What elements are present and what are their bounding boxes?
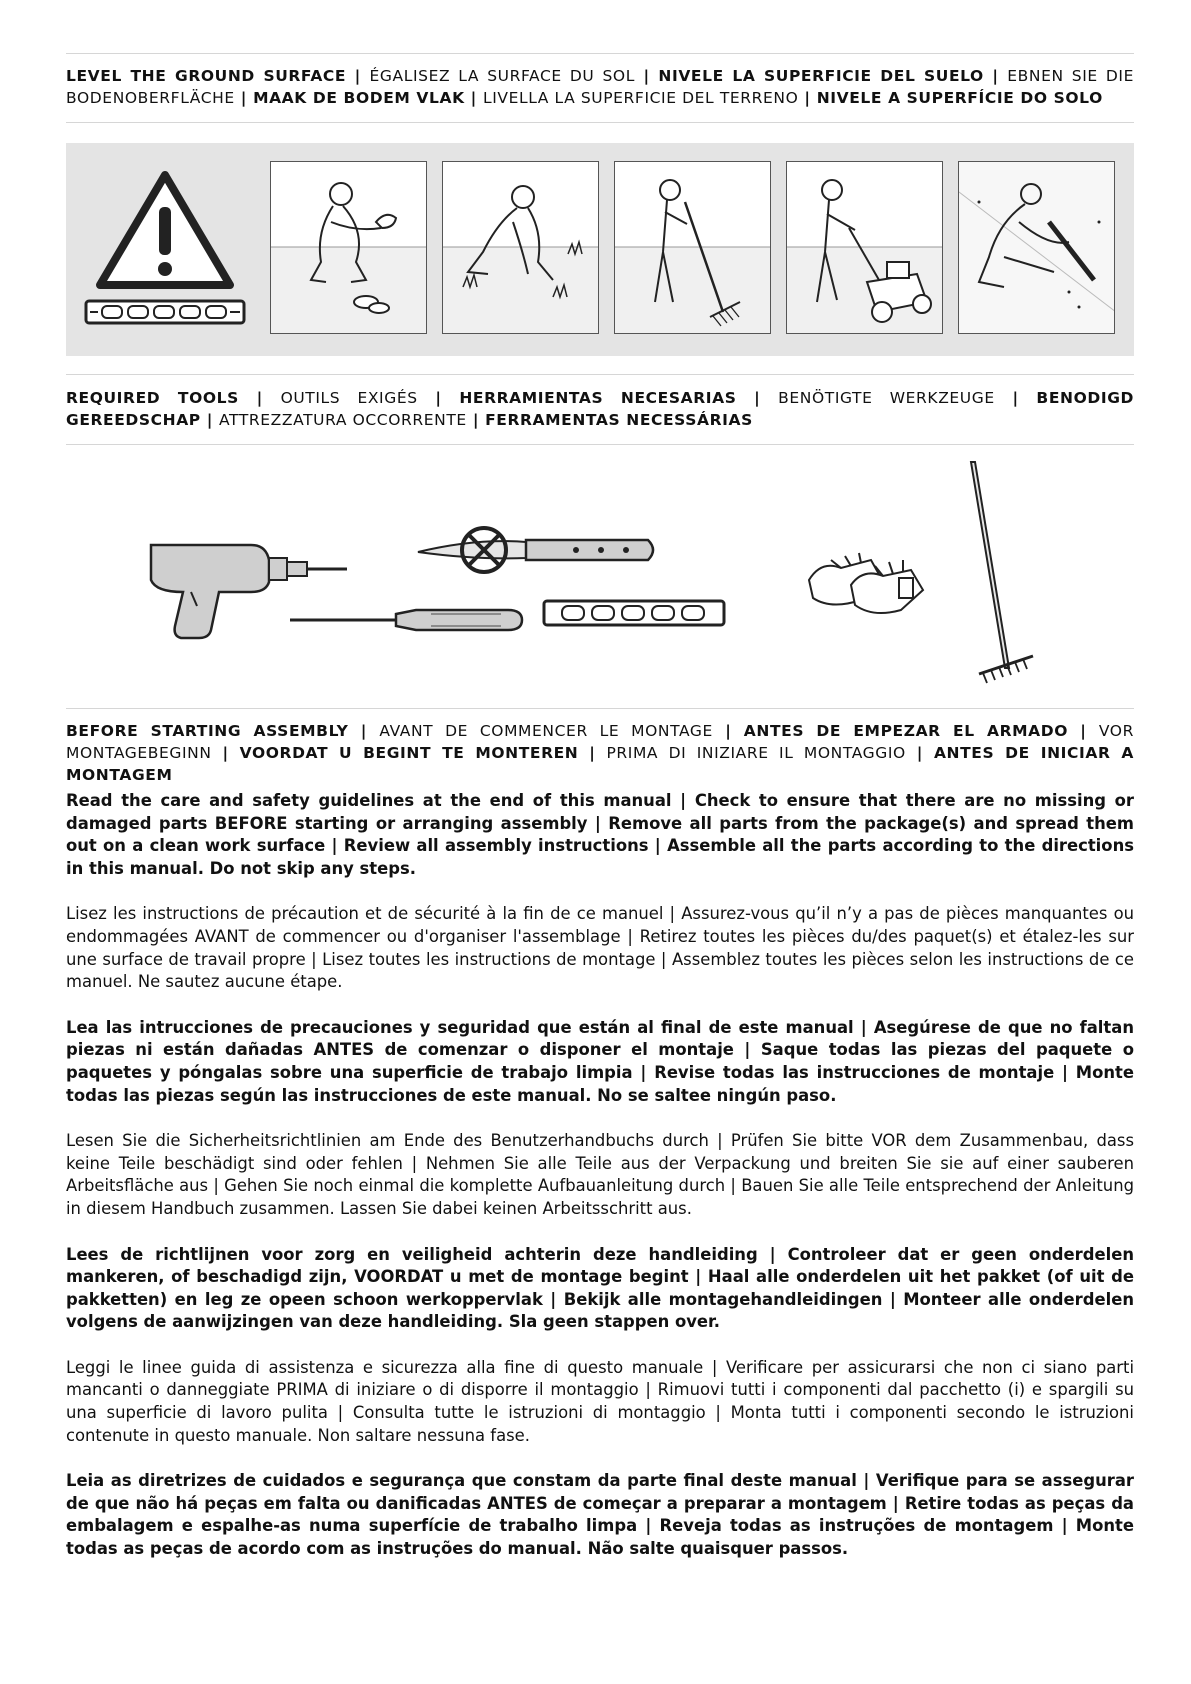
heading-part: | — [238, 389, 281, 407]
pulling-weeds-illustration — [442, 161, 599, 334]
required-tools-illustrations — [66, 460, 1134, 700]
gloves-icon — [801, 550, 931, 620]
digging-icon — [959, 162, 1115, 334]
heading-part: NIVELE LA SUPERFICIE DEL SUELO — [658, 67, 984, 85]
divider — [66, 444, 1134, 445]
heading-part: LIVELLA LA SUPERFICIE DEL TERRENO — [482, 89, 799, 107]
heading-part: | — [211, 744, 240, 762]
divider — [66, 53, 1134, 54]
heading-part: HERRAMIENTAS NECESARIAS — [459, 389, 737, 407]
heading-part: BENODIGD GEREEDSCHAP — [66, 389, 1134, 429]
heading-part: NIVELE A SUPERFÍCIE DO SOLO — [816, 89, 1103, 107]
heading-part: ANTES DE INICIAR A MONTAGEM — [66, 744, 1135, 784]
heading-part: LEVEL THE GROUND SURFACE — [66, 67, 347, 85]
heading-part: EBNEN SIE DIE BODENOBERFLÄCHE — [66, 67, 1134, 107]
paragraph-fr: Lisez les instructions de précaution et de sécurité à la fin de ce manuel | Assurez-vous qu’il n’y a pas de pièces manquantes ou endommagées AVANT de commencer ou d'organiser l'assemblage | Retirez toutes les pièces du/des paquet(s) et étalez-les sur une surface de travail propre | Lisez toutes les instructions de montage | Assemblez toutes les pièces selon les instructions de ce manuel. Ne sautez aucune étape. — [66, 904, 1134, 992]
heading-part: OUTILS EXIGÉS — [280, 389, 418, 407]
heading-part: | — [1067, 722, 1099, 740]
required-tools-heading — [66, 387, 1134, 431]
heading-part: | — [200, 411, 220, 429]
heading-part: ÉGALISEZ LA SURFACE DU SOL — [369, 67, 635, 85]
warning-with-level-icon — [80, 163, 250, 333]
paragraph-de: Lesen Sie die Sicherheitsrichtlinien am Ende des Benutzerhandbuchs durch | Prüfen Sie bitte VOR dem Zusammenbau, dass keine Teile beschädigt sind oder fehlen | Nehmen Sie alle Teile aus der Verpackung und breiten Sie sie auf einer sauberen Arbeitsfläche aus | Gehen Sie noch einmal die komplette Aufbauanleitung durch | Bauen Sie alle Teile entsprechend der Anleitung in diesem Handbuch zusammen. Lassen Sie dabei keinen Arbeitsschritt aus. — [66, 1131, 1134, 1218]
heading-part: VOORDAT U BEGINT TE MONTEREN — [239, 744, 579, 762]
digging-roots-illustration — [958, 161, 1115, 334]
heading-part: PRIMA DI INIZIARE IL MONTAGGIO — [606, 744, 906, 762]
heading-part: VOR MONTAGEBEGINN — [66, 722, 1134, 762]
heading-part: | — [466, 411, 486, 429]
paragraph-it: Leggi le linee guida di assistenza e sicurezza alla fine di questo manuale | Verificare per assicurarsi che non ci siano parti mancanti o danneggiate PRIMA di iniziare o di disporre il montaggio | Rimuovi tutti i componenti dal pacchetto (i) e spargili su una superficie di lavoro pulita | Consulta tutte le istruzioni di montaggio | Monta tutti i componenti secondo le istruzioni contenute in questo manuale. Non saltare nessuna fase. — [66, 1357, 1134, 1445]
rake-icon — [951, 460, 1041, 690]
instruction-paragraphs — [66, 790, 1134, 1584]
raking-icon — [615, 162, 771, 334]
removing-stones-icon — [271, 162, 427, 334]
level-ground-heading — [66, 65, 1134, 109]
raking-illustration — [614, 161, 771, 334]
paragraph-en: Read the care and safety guidelines at the end of this manual | Check to ensure that there are no missing or damaged parts BEFORE starting or arranging assembly | Remove all parts from the package(s) and spread them out on a clean work surface | Review all assembly instructions | Assemble all the parts according to the directions in this manual. Do not skip any steps. — [66, 791, 1134, 878]
mowing-illustration — [786, 161, 943, 334]
heading-part: | — [736, 389, 779, 407]
removing-stones-illustration — [270, 161, 427, 334]
heading-part: | — [983, 67, 1008, 85]
screwdriver-icon — [286, 600, 526, 640]
divider — [66, 708, 1134, 709]
paragraph-es: Lea las intrucciones de precauciones y seguridad que están al final de este manual | Asegúrese de que no faltan piezas ni están dañadas ANTES de comenzar o disponer el montaje | Saque todas las piezas del paquete o paquetes y póngalas sobre una superficie de trabajo limpia | Revise todas las instrucciones de montaje | Monte todas las piezas según las instrucciones de este manual. No se saltee ningún paso. — [66, 1017, 1134, 1105]
spirit-level-icon — [542, 598, 727, 628]
lawn-mower-icon — [787, 162, 943, 334]
divider — [66, 122, 1134, 123]
level-ground-illustrations — [66, 143, 1134, 356]
heading-part: | — [712, 722, 744, 740]
heading-part: AVANT DE COMMENCER LE MONTAGE — [379, 722, 713, 740]
heading-part: | — [798, 89, 817, 107]
heading-part: ANTES DE EMPEZAR EL ARMADO — [743, 722, 1068, 740]
heading-part: REQUIRED TOOLS — [66, 389, 239, 407]
heading-part: | — [464, 89, 483, 107]
heading-part: | — [994, 389, 1037, 407]
paragraph-nl: Lees de richtlijnen voor zorg en veiligheid achterin deze handleiding | Controleer dat er geen onderdelen mankeren, of beschadigd zijn, VOORDAT u met de montage begint | Haal alle onderdelen uit het pakket (of uit de pakketten) en leg ze opeen schoon werkoppervlak | Bekijk alle montagehandleidingen | Monteer alle onderdelen volgens de aanwijzingen van deze handleiding. Sla geen stappen over. — [66, 1244, 1134, 1332]
heading-part: | — [346, 67, 370, 85]
divider — [66, 374, 1134, 375]
heading-part: | — [634, 67, 659, 85]
heading-part: ATTREZZATURA OCCORRENTE — [219, 411, 467, 429]
heading-part: | — [905, 744, 934, 762]
heading-part: BEFORE STARTING ASSEMBLY — [66, 722, 349, 740]
heading-part: BENÖTIGTE WERKZEUGE — [778, 389, 995, 407]
pulling-weeds-icon — [443, 162, 599, 334]
heading-part: | — [348, 722, 380, 740]
knife-crossed-out-icon — [416, 520, 661, 580]
heading-part: MAAK DE BODEM VLAK — [253, 89, 465, 107]
heading-part: | — [417, 389, 460, 407]
before-assembly-heading — [66, 720, 1134, 786]
heading-part: | — [234, 89, 254, 107]
heading-part: FERRAMENTAS NECESSÁRIAS — [485, 411, 753, 429]
paragraph-pt: Leia as diretrizes de cuidados e segurança que constam da parte final deste manual | Verifique para se assegurar de que não há peças em falta ou danificadas ANTES de começar a preparar a montagem | Retire todas as peças da embalagem e espalhe-as numa superfície de trabalho limpa | Reveja todas as instruções de montagem | Monte todas as peças de acordo com as instruções do manual. Não salte quaisquer passos. — [66, 1471, 1134, 1559]
heading-part: | — [578, 744, 607, 762]
